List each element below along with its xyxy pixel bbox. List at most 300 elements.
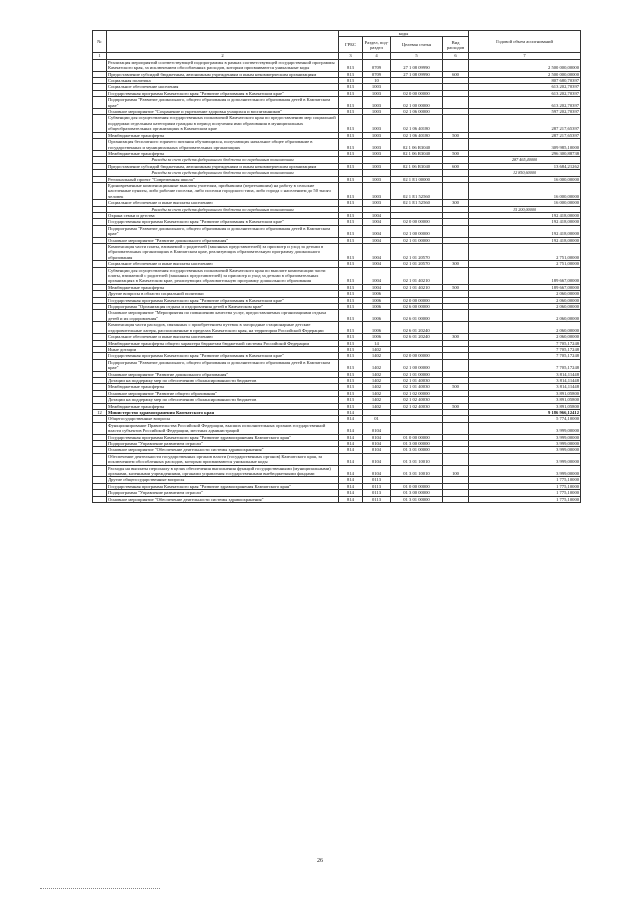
cell-razdel: 1004	[363, 261, 391, 267]
cell-target-article: 02 1 Е1 00000	[391, 176, 443, 182]
cell-name: Единовременные компенсационные выплаты учителям, прибывшим (переехавшим) на работу в сельские населенные пункты, либо рабочие поселки, либо поселки городского типа, либо города с населением до 50 тысяч человек	[107, 182, 339, 199]
cell-target-article: 02 1 01 00000	[391, 237, 443, 243]
cell-grbs: 813	[339, 182, 363, 199]
cell-expense-type: 300	[443, 334, 469, 340]
cell-razdel: 1003	[363, 115, 391, 132]
cell-amount: 16 000,00000	[469, 182, 581, 199]
table-row	[93, 496, 581, 502]
cell-no	[93, 59, 107, 71]
cell-target-article: 02 1 02 40030	[391, 403, 443, 409]
cell-amount: 7 705,17248	[469, 359, 581, 371]
header-index: 3	[339, 53, 363, 59]
cell-name: Функционирование Правительства Российской Федерации, высших исполнительных органов государственной власти субъектов Российской Федерации, местных администраций	[107, 422, 339, 434]
cell-razdel: 1003	[363, 109, 391, 115]
cell-grbs: 813	[339, 353, 363, 359]
header-index: 4	[363, 53, 391, 59]
cell-target-article: 02 1 01 40030	[391, 384, 443, 390]
cell-amount: 7 705,17248	[469, 353, 581, 359]
cell-target-article: 01 3 00 00000	[391, 441, 443, 447]
cell-razdel: 0104	[363, 434, 391, 440]
cell-amount: 613 202,70397	[469, 90, 581, 96]
table-body	[93, 59, 581, 502]
cell-target-article: 02 1 01 40210	[391, 284, 443, 290]
cell-grbs: 813	[339, 397, 363, 403]
cell-no	[93, 115, 107, 132]
cell-grbs: 813	[339, 346, 363, 352]
cell-target-article: 01 3 01 00000	[391, 496, 443, 502]
cell-amount: 287 217,65397	[469, 132, 581, 138]
cell-razdel: 1003	[363, 132, 391, 138]
cell-name: Подпрограмма "Организация отдыха и оздоровления детей в Камчатском крае"	[107, 304, 339, 310]
cell-razdel: 1004	[363, 284, 391, 290]
cell-name: Субвенции для осуществления государственных полномочий Камчатского края по предоставлению мер социальной поддержки отдельным категориям граждан в период получения ими образования в муниципальных общеобразовательных организациях в Камчатском крае	[107, 115, 339, 132]
cell-target-article: 02 1 00 00000	[391, 359, 443, 371]
cell-grbs: 814	[339, 496, 363, 502]
cell-target-article: 01 0 00 00000	[391, 434, 443, 440]
cell-expense-type	[443, 97, 469, 109]
table-row	[93, 59, 581, 71]
header-no: №	[93, 31, 107, 53]
cell-razdel: 1402	[363, 353, 391, 359]
table-row	[93, 359, 581, 371]
cell-grbs: 813	[339, 291, 363, 297]
cell-razdel: 1402	[363, 359, 391, 371]
cell-amount: 5 774,10000	[469, 416, 581, 422]
cell-grbs: 813	[339, 219, 363, 225]
cell-grbs: 813	[339, 132, 363, 138]
cell-amount: 13 684,21262	[469, 163, 581, 169]
cell-expense-type: 600	[443, 71, 469, 77]
cell-grbs: 813	[339, 90, 363, 96]
cell-no	[93, 322, 107, 334]
cell-razdel: 1004	[363, 225, 391, 237]
cell-amount: 7 705,17248	[469, 340, 581, 346]
cell-name: Расходы за счет средств федерального бюджета по переданным полномочиям	[107, 206, 339, 212]
cell-amount: 296 300,88738	[469, 150, 581, 156]
cell-razdel: 1004	[363, 212, 391, 218]
cell-razdel: 0104	[363, 441, 391, 447]
table-row	[93, 244, 581, 261]
cell-grbs: 813	[339, 139, 363, 151]
cell-amount: 597 202,70397	[469, 109, 581, 115]
cell-grbs: 813	[339, 78, 363, 84]
cell-amount: 16 000,00000	[469, 176, 581, 182]
cell-grbs: 814	[339, 447, 363, 453]
cell-target-article: 01 0 00 00000	[391, 483, 443, 489]
cell-razdel: 1402	[363, 346, 391, 352]
cell-name: Основное мероприятие "Развитие дошкольного образования"	[107, 237, 339, 243]
cell-name: Социальное обеспечение населения	[107, 84, 339, 90]
cell-target-article: 02 6 01 20240	[391, 322, 443, 334]
cell-name: Основное мероприятие "Развитие общего образования"	[107, 390, 339, 396]
cell-grbs: 813	[339, 284, 363, 290]
table-row	[93, 139, 581, 151]
cell-name: Региональный проект "Современная школа"	[107, 176, 339, 182]
cell-name: Государственная программа Камчатского края "Развитие здравоохранения Камчатского края"	[107, 434, 339, 440]
cell-amount: 7 705,17248	[469, 346, 581, 352]
cell-name: Межбюджетные трансферты общего характера бюджетам бюджетной системы Российской Федерации	[107, 340, 339, 346]
cell-name: Подпрограмма "Управление развитием отрасли"	[107, 490, 339, 496]
cell-amount: 192 418,00000	[469, 219, 581, 225]
cell-no	[93, 359, 107, 371]
cell-razdel: 1006	[363, 291, 391, 297]
cell-name: Государственная программа Камчатского края "Развитие образования в Камчатском крае"	[107, 353, 339, 359]
table-row	[93, 225, 581, 237]
cell-name: Основное мероприятие "Развитие дошкольного образования"	[107, 371, 339, 377]
cell-razdel: 0113	[363, 490, 391, 496]
cell-no	[93, 267, 107, 284]
cell-target-article: 02 1 06 R3040	[391, 150, 443, 156]
cell-name: Дотации на поддержку мер по обеспечению сбалансированности бюджетов	[107, 397, 339, 403]
cell-grbs: 814	[339, 434, 363, 440]
cell-target-article: 02 0 00 00000	[391, 90, 443, 96]
cell-amount: 2 751,00000	[469, 261, 581, 267]
cell-grbs: 813	[339, 71, 363, 77]
cell-amount: 3 891,05800	[469, 390, 581, 396]
cell-grbs: 814	[339, 465, 363, 477]
cell-name: Реализация мероприятий соответствующей подпрограммы в рамках соответствующей государственной программы Камчатского края, за исключением обособленных расходов, которым присваиваются уникальные коды	[107, 59, 339, 71]
cell-target-article: 02 1 01 40210	[391, 267, 443, 284]
page-number: 26	[317, 858, 323, 864]
cell-razdel: 1003	[363, 139, 391, 151]
cell-target-article: 02 1 01 00000	[391, 371, 443, 377]
table-row	[93, 97, 581, 109]
cell-grbs: 813	[339, 390, 363, 396]
cell-grbs: 813	[339, 297, 363, 303]
cell-target-article: 02 6 01 00000	[391, 310, 443, 322]
cell-target-article: 01 3 01 10010	[391, 465, 443, 477]
cell-grbs: 813	[339, 97, 363, 109]
cell-grbs: 814	[339, 453, 363, 465]
table-row	[93, 322, 581, 334]
cell-target-article: 02 1 02 40030	[391, 397, 443, 403]
cell-name: Иные дотации	[107, 346, 339, 352]
cell-target-article: 02 1 01 20570	[391, 261, 443, 267]
cell-amount: 2 060,00000	[469, 297, 581, 303]
table-row	[93, 465, 581, 477]
cell-amount: 807 680,70397	[469, 78, 581, 84]
cell-expense-type	[443, 267, 469, 284]
cell-amount: 309 985,10000	[469, 139, 581, 151]
cell-amount: 3 999,00000	[469, 422, 581, 434]
cell-name: Министерство здравоохранения Камчатского края	[107, 409, 339, 415]
cell-razdel: 1003	[363, 163, 391, 169]
cell-amount: 3 999,00000	[469, 441, 581, 447]
cell-amount: 3 999,00000	[469, 465, 581, 477]
cell-target-article: 02 1 02 00000	[391, 390, 443, 396]
cell-grbs: 813	[339, 109, 363, 115]
cell-amount: 192 418,00000	[469, 212, 581, 218]
cell-razdel: 0709	[363, 71, 391, 77]
cell-name: Компенсация части платы, взимаемой с родителей (законных представителей) за присмотр и уход за детьми в образовательных организациях в Камчатском крае, реализующих образовательную программу дошкольного образования	[107, 244, 339, 261]
table-row	[93, 182, 581, 199]
cell-amount: 1 775,10000	[469, 483, 581, 489]
cell-target-article: 02 0 00 00000	[391, 353, 443, 359]
footer-line	[40, 888, 160, 889]
cell-expense-type	[443, 359, 469, 371]
cell-razdel: 1003	[363, 200, 391, 206]
cell-name: Основное мероприятие "Мероприятия по повышению качества услуг, предоставляемых организациями отдыха детей и их оздоровления"	[107, 310, 339, 322]
cell-expense-type	[443, 244, 469, 261]
cell-name: Межбюджетные трансферты	[107, 150, 339, 156]
cell-razdel: 14	[363, 340, 391, 346]
cell-expense-type: 500	[443, 150, 469, 156]
cell-amount: 2 500 000,00000	[469, 59, 581, 71]
cell-target-article: 02 6 00 00000	[391, 304, 443, 310]
cell-amount: 3 999,00000	[469, 447, 581, 453]
cell-expense-type	[443, 310, 469, 322]
cell-name: Общегосударственные вопросы	[107, 416, 339, 422]
cell-target-article: 02 1 00 00000	[391, 225, 443, 237]
table-row	[93, 422, 581, 434]
cell-razdel: 1003	[363, 84, 391, 90]
cell-razdel: 1004	[363, 244, 391, 261]
cell-target-article: 27 1 08 09990	[391, 71, 443, 77]
cell-razdel: 1003	[363, 90, 391, 96]
cell-razdel: 0104	[363, 465, 391, 477]
cell-razdel: 0113	[363, 496, 391, 502]
cell-grbs: 813	[339, 200, 363, 206]
cell-name: Подпрограмма "Развитие дошкольного, общего образования и дополнительного образования детей в Камчатском крае"	[107, 225, 339, 237]
cell-razdel: 1003	[363, 97, 391, 109]
cell-razdel: 0709	[363, 59, 391, 71]
cell-no	[93, 422, 107, 434]
cell-expense-type: 600	[443, 163, 469, 169]
cell-amount: 2 060,00000	[469, 304, 581, 310]
cell-target-article: 01 3 01 00000	[391, 447, 443, 453]
cell-expense-type: 300	[443, 200, 469, 206]
cell-target-article: 02 1 06 40180	[391, 132, 443, 138]
cell-razdel: 1402	[363, 377, 391, 383]
cell-name: Государственная программа Камчатского края "Развитие образования в Камчатском крае"	[107, 219, 339, 225]
cell-razdel: 0104	[363, 422, 391, 434]
cell-target-article: 02 1 00 00000	[391, 97, 443, 109]
cell-razdel: 1402	[363, 397, 391, 403]
cell-grbs: 814	[339, 483, 363, 489]
cell-amount: 1 775,10000	[469, 496, 581, 502]
cell-no: 12	[93, 409, 107, 415]
table-row	[93, 453, 581, 465]
cell-name: Подпрограмма "Развитие дошкольного, общего образования и дополнительного образования детей в Камчатском крае"	[107, 97, 339, 109]
cell-grbs: 814	[339, 441, 363, 447]
cell-amount: 2 500 000,00000	[469, 71, 581, 77]
cell-amount: 3 891,05800	[469, 397, 581, 403]
header-cs: Целевая статья	[391, 37, 443, 53]
cell-razdel: 1402	[363, 384, 391, 390]
header-index: 6	[443, 53, 469, 59]
cell-amount: 1 775,10000	[469, 477, 581, 483]
cell-razdel: 1004	[363, 237, 391, 243]
cell-grbs: 813	[339, 84, 363, 90]
cell-name: Государственная программа Камчатского края "Развитие образования в Камчатском крае"	[107, 297, 339, 303]
cell-amount: 12 850,60000	[469, 170, 581, 176]
cell-no	[93, 310, 107, 322]
cell-expense-type: 100	[443, 465, 469, 477]
cell-grbs: 813	[339, 304, 363, 310]
table-row	[93, 267, 581, 284]
header-index: 1	[93, 53, 107, 59]
cell-grbs: 813	[339, 115, 363, 132]
cell-amount: 2 060,00000	[469, 291, 581, 297]
cell-grbs: 813	[339, 150, 363, 156]
cell-grbs: 813	[339, 359, 363, 371]
cell-amount: 1 775,10000	[469, 490, 581, 496]
cell-target-article: 02 0 00 00000	[391, 297, 443, 303]
cell-target-article: 02 1 01 20570	[391, 244, 443, 261]
cell-expense-type	[443, 422, 469, 434]
cell-razdel: 1402	[363, 403, 391, 409]
cell-name: Основное мероприятие "Обеспечение деятельности системы здравоохранения"	[107, 496, 339, 502]
cell-razdel: 1003	[363, 150, 391, 156]
cell-amount: 192 418,00000	[469, 237, 581, 243]
budget-table	[92, 30, 581, 503]
cell-grbs: 813	[339, 403, 363, 409]
cell-grbs: 813	[339, 384, 363, 390]
cell-amount: 3 814,11448	[469, 377, 581, 383]
cell-target-article: 27 1 08 09990	[391, 59, 443, 71]
cell-grbs: 813	[339, 310, 363, 322]
cell-grbs: 813	[339, 267, 363, 284]
cell-expense-type	[443, 139, 469, 151]
header-codes: коды	[339, 31, 469, 37]
cell-name: Другие вопросы в области социальной политики	[107, 291, 339, 297]
cell-razdel: 0113	[363, 483, 391, 489]
cell-amount: 287 465,40000	[469, 157, 581, 163]
cell-no	[93, 97, 107, 109]
cell-target-article: 02 1 Е1 52560	[391, 200, 443, 206]
cell-target-article: 02 1 06 R3040	[391, 139, 443, 151]
cell-no	[93, 244, 107, 261]
cell-razdel: 1006	[363, 334, 391, 340]
cell-amount: 15 200,00000	[469, 206, 581, 212]
cell-grbs: 813	[339, 212, 363, 218]
header-name	[107, 31, 339, 53]
cell-razdel: 1006	[363, 310, 391, 322]
cell-name: Государственная программа Камчатского края "Развитие образования в Камчатском крае"	[107, 90, 339, 96]
cell-name: Подпрограмма "Управление развитием отрасли"	[107, 441, 339, 447]
cell-amount: 189 667,00000	[469, 267, 581, 284]
cell-name: Межбюджетные трансферты	[107, 132, 339, 138]
cell-target-article: 02 1 01 40030	[391, 377, 443, 383]
cell-name: Основное мероприятие "Сохранение и укрепление здоровья учащихся и воспитанников"	[107, 109, 339, 115]
cell-name: Межбюджетные трансферты	[107, 403, 339, 409]
cell-expense-type	[443, 225, 469, 237]
header-sum: Годовой объем ассигнований	[469, 31, 581, 53]
cell-target-article: 02 1 06 40180	[391, 115, 443, 132]
cell-grbs: 813	[339, 334, 363, 340]
cell-expense-type: 500	[443, 284, 469, 290]
cell-expense-type: 500	[443, 403, 469, 409]
cell-amount: 9 186 966,12412	[469, 409, 581, 415]
cell-name: Межбюджетные трансферты	[107, 284, 339, 290]
cell-razdel: 0104	[363, 447, 391, 453]
cell-no	[93, 453, 107, 465]
cell-grbs: 813	[339, 371, 363, 377]
cell-expense-type	[443, 453, 469, 465]
cell-target-article: 01 3 01 10010	[391, 453, 443, 465]
cell-amount: 3 999,00000	[469, 434, 581, 440]
cell-name: Расходы за счет средств федерального бюджета по переданным полномочиям	[107, 170, 339, 176]
cell-name: Социальная политика	[107, 78, 339, 84]
header-index: 2	[107, 53, 339, 59]
header-vr: Вид расходов	[443, 37, 469, 53]
header-index: 7	[469, 53, 581, 59]
cell-amount: 189 667,00000	[469, 284, 581, 290]
cell-name: Социальное обеспечение и иные выплаты населению	[107, 334, 339, 340]
cell-amount: 2 751,00000	[469, 244, 581, 261]
cell-name: Другие общегосударственные вопросы	[107, 477, 339, 483]
cell-no	[93, 465, 107, 477]
table-row	[93, 115, 581, 132]
cell-expense-type	[443, 182, 469, 199]
cell-name: Охрана семьи и детства	[107, 212, 339, 218]
cell-razdel: 1402	[363, 371, 391, 377]
cell-name: Компенсация части расходов, связанных с приобретением путевок в загородные стационарные детские оздоровительные лагеря, расположенные в пределах Камчатского края, на территории Российской Федерации	[107, 322, 339, 334]
cell-amount: 16 000,00000	[469, 200, 581, 206]
cell-razdel: 1003	[363, 182, 391, 199]
cell-name: Организация бесплатного горячего питания обучающихся, получающих начальное общее образование в государственных и муниципальных образовательных организациях	[107, 139, 339, 151]
cell-razdel: 0113	[363, 477, 391, 483]
cell-grbs: 813	[339, 244, 363, 261]
cell-target-article: 02 6 01 20240	[391, 334, 443, 340]
cell-razdel: 01	[363, 416, 391, 422]
cell-razdel: 1004	[363, 219, 391, 225]
cell-target-article: 01 3 00 00000	[391, 490, 443, 496]
cell-no	[93, 182, 107, 199]
header-index: 5	[391, 53, 443, 59]
cell-target-article: 02 1 06 R3040	[391, 163, 443, 169]
cell-expense-type	[443, 496, 469, 502]
cell-no	[93, 225, 107, 237]
cell-amount: 287 217,65397	[469, 115, 581, 132]
cell-grbs: 813	[339, 261, 363, 267]
cell-grbs: 813	[339, 340, 363, 346]
cell-no	[93, 139, 107, 151]
cell-expense-type: 500	[443, 132, 469, 138]
cell-target-article: 02 0 00 00000	[391, 219, 443, 225]
cell-razdel: 1006	[363, 304, 391, 310]
cell-grbs: 814	[339, 409, 363, 415]
cell-amount: 613 202,70397	[469, 97, 581, 109]
cell-expense-type	[443, 322, 469, 334]
header-razd: Раздел, под-раздел	[363, 37, 391, 53]
cell-grbs: 814	[339, 416, 363, 422]
cell-razdel: 0104	[363, 453, 391, 465]
cell-name: Предоставление субсидий бюджетным, автономным учреждениям и иным некоммерческим организациям	[107, 163, 339, 169]
cell-name: Подпрограмма "Развитие дошкольного, общего образования и дополнительного образования детей в Камчатском крае"	[107, 359, 339, 371]
cell-name: Расходы на выплаты персоналу в целях обеспечения выполнения функций государственными (муниципальными) органами, казенными учреждениями, органами управления государственными внебюджетными фондами	[107, 465, 339, 477]
cell-razdel: 1003	[363, 176, 391, 182]
cell-target-article: 02 1 06 00000	[391, 109, 443, 115]
cell-amount: 3 814,11448	[469, 384, 581, 390]
cell-amount: 3 891,05800	[469, 403, 581, 409]
cell-name: Предоставление субсидий бюджетным, автономным учреждениям и иным некоммерческим организациям	[107, 71, 339, 77]
cell-grbs: 814	[339, 422, 363, 434]
cell-name: Обеспечение деятельности государственных органов власти (государственных органов) Камчатского края, за исключением обособленных расходов, которым присваиваются уникальные коды	[107, 453, 339, 465]
cell-target-article	[391, 422, 443, 434]
cell-amount: 2 060,00000	[469, 322, 581, 334]
cell-amount: 192 418,00000	[469, 225, 581, 237]
cell-name: Расходы за счет средств федерального бюджета по переданным полномочиям	[107, 157, 339, 163]
cell-no	[93, 496, 107, 502]
cell-name: Государственная программа Камчатского края "Развитие здравоохранения Камчатского края"	[107, 483, 339, 489]
cell-name: Социальное обеспечение и иные выплаты населению	[107, 261, 339, 267]
cell-razdel: 1004	[363, 267, 391, 284]
cell-grbs: 814	[339, 477, 363, 483]
cell-name: Основное мероприятие "Обеспечение деятельности системы здравоохранения"	[107, 447, 339, 453]
table-row	[93, 310, 581, 322]
cell-expense-type	[443, 59, 469, 71]
